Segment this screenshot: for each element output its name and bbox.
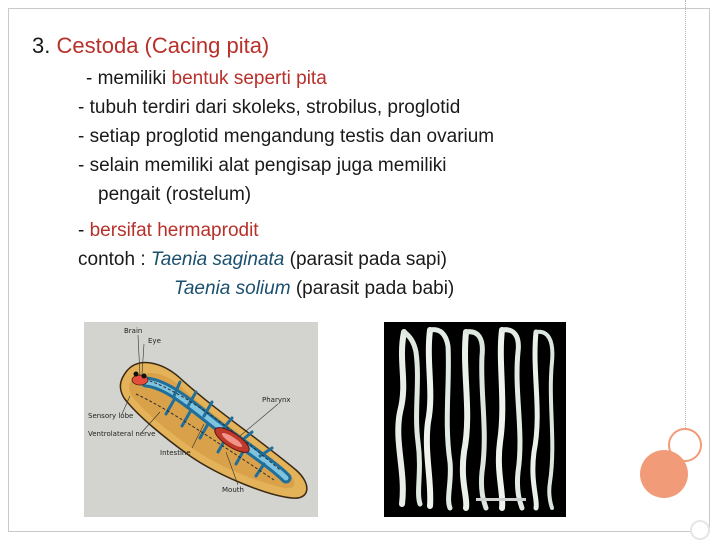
bullet-prefix: - (78, 220, 90, 241)
flatworm-diagram (84, 322, 318, 517)
scale-bar (476, 498, 526, 501)
example-line-2 (174, 276, 454, 302)
example-label: contoh : (78, 249, 151, 270)
bullet-shape (86, 66, 327, 92)
example-species: Taenia solium (174, 278, 291, 299)
label-ventrolateral-nerve: Ventrolateral nerve (88, 430, 156, 438)
flatworm-eye (134, 372, 139, 377)
title-number: 3. (32, 33, 51, 58)
decorative-dotted-line (685, 0, 686, 448)
bullet-sucker: - selain memiliki alat pengisap juga memiliki (78, 155, 447, 176)
example-line-1 (78, 247, 447, 273)
example-note: (parasit pada babi) (290, 278, 455, 299)
example-species: Taenia saginata (150, 249, 285, 270)
decorative-small-ring (690, 520, 710, 540)
bullet-highlight: bentuk seperti pita (171, 68, 327, 89)
bullet-highlight: bersifat hermaprodit (89, 220, 259, 241)
label-brain: Brain (124, 327, 143, 335)
label-eye: Eye (148, 337, 161, 345)
label-sensory-lobe: Sensory lobe (88, 412, 134, 420)
label-mouth: Mouth (222, 486, 244, 494)
bullet-proglottid: - setiap proglotid mengandung testis dan ovarium (78, 126, 495, 147)
label-pharynx: Pharynx (262, 396, 291, 404)
label-intestine: Intestine (160, 449, 191, 457)
decorative-circle (640, 450, 688, 498)
flatworm-eye (142, 374, 147, 379)
tapeworm-photo (384, 322, 566, 517)
flatworm-diagram-svg (84, 322, 318, 517)
bullet-prefix: - memiliki (86, 68, 172, 89)
bullet-sucker-continued: pengait (rostelum) (98, 184, 252, 205)
example-note: (parasit pada sapi) (284, 249, 448, 270)
bullet-hermaphrodite (78, 218, 259, 244)
bullet-body-parts: - tubuh terdiri dari skoleks, strobilus, proglotid (78, 97, 461, 118)
slide-title (32, 32, 269, 60)
title-text: Cestoda (Cacing pita) (56, 33, 270, 58)
tapeworm-photo-svg (384, 322, 566, 517)
